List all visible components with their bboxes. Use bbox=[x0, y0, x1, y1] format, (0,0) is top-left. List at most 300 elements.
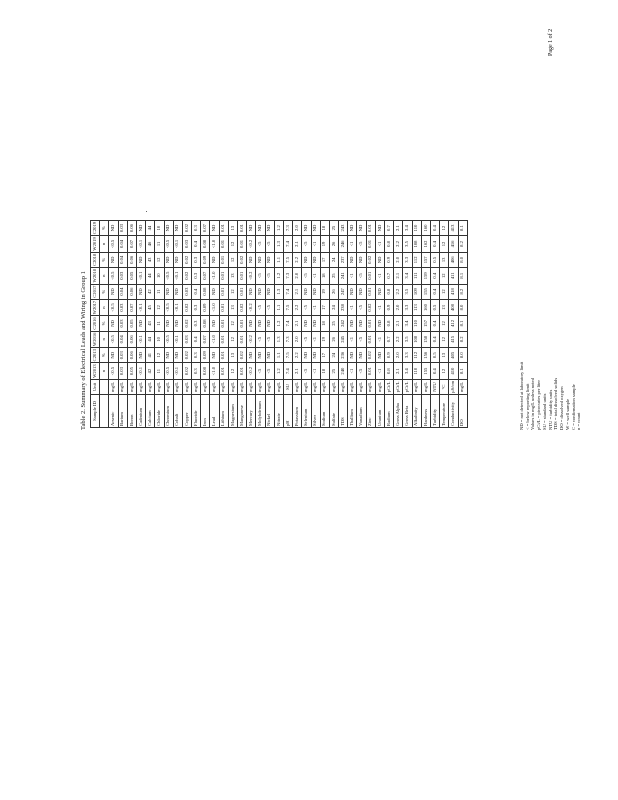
table-cell: 2.1 bbox=[394, 363, 403, 380]
column-subheader: % bbox=[100, 220, 109, 235]
table-cell: <0.2 bbox=[247, 299, 256, 316]
table-cell: 0.06 bbox=[127, 252, 136, 267]
table-cell: 2.0 bbox=[394, 299, 403, 316]
column-header: C2018 bbox=[91, 252, 100, 267]
row-label: Radium bbox=[385, 395, 394, 428]
table-cell: mg/L bbox=[228, 379, 237, 394]
table-cell: 17 bbox=[320, 348, 329, 363]
table-cell: 7.4 bbox=[283, 284, 292, 299]
table-cell: ND bbox=[302, 220, 311, 235]
table-cell: NTU bbox=[430, 379, 439, 394]
table-cell: ND bbox=[210, 348, 219, 363]
row-label: Chloride bbox=[155, 395, 164, 428]
table-cell: <5 bbox=[256, 236, 265, 253]
table-cell: 0.09 bbox=[201, 299, 210, 316]
table-cell: <1 bbox=[348, 331, 357, 348]
table-cell: mg/L bbox=[302, 379, 311, 394]
table-cell: ND bbox=[136, 220, 145, 235]
table-row bbox=[164, 220, 173, 427]
table-cell: 411 bbox=[449, 267, 458, 284]
table-cell: <1.0 bbox=[210, 299, 219, 316]
table-cell: 0.02 bbox=[182, 252, 191, 267]
table-cell: 0.02 bbox=[238, 252, 247, 267]
row-label: Copper bbox=[182, 395, 191, 428]
column-header: Sample ID bbox=[91, 395, 100, 428]
table-cell: <0.5 bbox=[164, 363, 173, 380]
table-cell: µS/cm bbox=[449, 379, 458, 394]
table-row bbox=[375, 220, 384, 427]
table-cell: ND bbox=[173, 284, 182, 299]
column-subheader: n bbox=[100, 363, 109, 380]
table-cell: mg/L bbox=[192, 379, 201, 394]
table-cell: 1.3 bbox=[274, 331, 283, 348]
table-cell: 12 bbox=[228, 252, 237, 267]
table-row bbox=[430, 220, 439, 427]
table-cell: 2.1 bbox=[293, 363, 302, 380]
table-cell: 0.3 bbox=[192, 252, 201, 267]
table-cell: 46 bbox=[146, 236, 155, 253]
table-cell: 1.1 bbox=[274, 348, 283, 363]
table-cell: 2.0 bbox=[293, 220, 302, 235]
table-cell: mg/L bbox=[109, 379, 118, 394]
table-row bbox=[109, 220, 118, 427]
table-row bbox=[293, 220, 302, 427]
table-cell: 17 bbox=[320, 252, 329, 267]
table-row bbox=[357, 220, 366, 427]
table-cell: <0.1 bbox=[173, 267, 182, 284]
table-row bbox=[339, 220, 348, 427]
table-cell: 0.02 bbox=[182, 363, 191, 380]
table-cell: 0.01 bbox=[219, 236, 228, 253]
table-cell: <1 bbox=[375, 267, 384, 284]
table-row bbox=[449, 220, 458, 427]
table-cell: mg/L bbox=[412, 379, 421, 394]
table-cell: ND bbox=[265, 284, 274, 299]
table-cell: 12 bbox=[228, 331, 237, 348]
table-cell: SU bbox=[283, 379, 292, 394]
table-cell: 413 bbox=[449, 220, 458, 235]
table-cell: 43 bbox=[146, 252, 155, 267]
table-cell: 0.7 bbox=[385, 267, 394, 284]
table-cell: 2.1 bbox=[293, 316, 302, 331]
table-cell: 0.01 bbox=[366, 284, 375, 299]
table-cell: 7.3 bbox=[283, 331, 292, 348]
table-cell: 241 bbox=[339, 267, 348, 284]
table-cell: 110 bbox=[412, 316, 421, 331]
table-cell: ND bbox=[256, 252, 265, 267]
table-row bbox=[394, 220, 403, 427]
table-cell: 13 bbox=[228, 220, 237, 235]
table-cell: <1.0 bbox=[210, 331, 219, 348]
table-cell: ND bbox=[247, 220, 256, 235]
table-cell: 1.3 bbox=[274, 284, 283, 299]
table-cell: mg/L bbox=[348, 379, 357, 394]
row-label: Zinc bbox=[366, 395, 375, 428]
table-cell: 0.01 bbox=[238, 220, 247, 235]
table-cell: 0.08 bbox=[201, 236, 210, 253]
table-cell: ND bbox=[302, 348, 311, 363]
table-row bbox=[219, 220, 228, 427]
table-cell: mg/L bbox=[146, 379, 155, 394]
table-cell: 2.0 bbox=[394, 252, 403, 267]
table-cell: <1 bbox=[311, 363, 320, 380]
table-cell: 10 bbox=[155, 267, 164, 284]
table-cell: mg/L bbox=[136, 379, 145, 394]
table-cell: 0.04 bbox=[118, 331, 127, 348]
table-cell: 25 bbox=[329, 363, 338, 380]
table-cell: 0.05 bbox=[127, 267, 136, 284]
table-cell: ND bbox=[247, 348, 256, 363]
table-cell: ND bbox=[256, 220, 265, 235]
column-header: C2016 bbox=[91, 316, 100, 331]
table-cell: ND bbox=[348, 252, 357, 267]
column-subheader bbox=[100, 379, 109, 394]
table-cell: 24 bbox=[329, 252, 338, 267]
table-cell: ND bbox=[210, 252, 219, 267]
note-line: pCi/L = picocuries per liter bbox=[536, 380, 542, 430]
table-cell: 0.03 bbox=[182, 331, 191, 348]
note-line: DO = dissolved oxygen bbox=[559, 386, 565, 430]
table-cell: <0.5 bbox=[109, 299, 118, 316]
table-cell: 0.05 bbox=[127, 363, 136, 380]
table-cell: <0.5 bbox=[164, 331, 173, 348]
table-cell: <5 bbox=[357, 267, 366, 284]
table-cell: <5 bbox=[265, 267, 274, 284]
table-cell: 13 bbox=[228, 299, 237, 316]
table-cell: 0.01 bbox=[238, 284, 247, 299]
table-cell: mg/L bbox=[339, 379, 348, 394]
table-cell: 0.03 bbox=[182, 236, 191, 253]
table-cell: mg/L bbox=[210, 379, 219, 394]
row-label: Iron bbox=[201, 395, 210, 428]
table-cell: 0.4 bbox=[430, 331, 439, 348]
note-line: NTU = turbidity units bbox=[547, 389, 553, 430]
table-cell: 8.0 bbox=[458, 252, 467, 267]
table-cell: <5 bbox=[357, 236, 366, 253]
table-row bbox=[274, 220, 283, 427]
table-cell: <0.1 bbox=[173, 299, 182, 316]
table-cell: ND bbox=[210, 316, 219, 331]
table-cell: 12 bbox=[440, 316, 449, 331]
table-cell: 0.01 bbox=[366, 316, 375, 331]
table-cell: <5 bbox=[302, 236, 311, 253]
row-label: Sodium bbox=[320, 395, 329, 428]
table-cell: <0.5 bbox=[109, 363, 118, 380]
table-cell: 17 bbox=[320, 299, 329, 316]
table-row bbox=[348, 220, 357, 427]
table-row bbox=[385, 220, 394, 427]
table-cell: 0.01 bbox=[219, 220, 228, 235]
table-cell: 12 bbox=[440, 236, 449, 253]
note-line: n = count bbox=[576, 412, 582, 430]
table-cell: ND bbox=[311, 284, 320, 299]
table-cell: 25 bbox=[329, 220, 338, 235]
row-label: Hardness bbox=[421, 395, 430, 428]
table-cell: <5 bbox=[256, 331, 265, 348]
notes-column bbox=[542, 378, 565, 430]
table-cell: ND bbox=[357, 252, 366, 267]
table-cell: ND bbox=[164, 220, 173, 235]
table-cell: 12 bbox=[228, 316, 237, 331]
table-cell: <5 bbox=[265, 363, 274, 380]
table-cell: 0.04 bbox=[118, 284, 127, 299]
table-cell: 41 bbox=[146, 348, 155, 363]
table-subheader-row bbox=[100, 220, 109, 427]
table-cell: <1 bbox=[375, 331, 384, 348]
table-cell: 408 bbox=[449, 299, 458, 316]
table-cell: 8.1 bbox=[458, 316, 467, 331]
table-cell: 13 bbox=[440, 299, 449, 316]
table-cell: 410 bbox=[449, 363, 458, 380]
table-cell: 18 bbox=[320, 316, 329, 331]
table-cell: 242 bbox=[339, 316, 348, 331]
table-cell: ND bbox=[256, 316, 265, 331]
row-label: Thallium bbox=[348, 395, 357, 428]
table-cell: 13 bbox=[228, 267, 237, 284]
table-cell: ND bbox=[210, 220, 219, 235]
table-cell: 8.2 bbox=[458, 284, 467, 299]
table-notes bbox=[519, 331, 582, 430]
table-cell: 44 bbox=[146, 220, 155, 235]
table-cell: ND bbox=[302, 252, 311, 267]
table-cell: 0.01 bbox=[219, 284, 228, 299]
table-cell: 0.01 bbox=[366, 220, 375, 235]
row-label: Turbidity bbox=[430, 395, 439, 428]
note-line: < = below reporting limit bbox=[524, 383, 530, 430]
row-label: Mercury bbox=[247, 395, 256, 428]
table-cell: <5 bbox=[357, 363, 366, 380]
table-cell: <5 bbox=[357, 331, 366, 348]
table-cell: <5 bbox=[256, 363, 265, 380]
table-cell: <0.1 bbox=[136, 267, 145, 284]
table-cell: 0.01 bbox=[219, 363, 228, 380]
table-cell: 0.4 bbox=[430, 316, 439, 331]
table-cell: ND bbox=[256, 284, 265, 299]
row-label: DO bbox=[458, 395, 467, 428]
table-row bbox=[329, 220, 338, 427]
table-cell: 0.03 bbox=[118, 363, 127, 380]
table-cell: 11 bbox=[155, 363, 164, 380]
table-cell: 113 bbox=[412, 299, 421, 316]
table-cell: 0.01 bbox=[366, 363, 375, 380]
table-cell: <5 bbox=[265, 331, 274, 348]
row-label: Chromium bbox=[164, 395, 173, 428]
table-cell: 3.4 bbox=[403, 363, 412, 380]
table-cell: <1.0 bbox=[210, 267, 219, 284]
table-cell: 237 bbox=[339, 252, 348, 267]
table-cell: 112 bbox=[412, 348, 421, 363]
row-label: pH bbox=[283, 395, 292, 428]
table-cell: ND bbox=[109, 284, 118, 299]
table-cell: 26 bbox=[329, 331, 338, 348]
table-cell: 13 bbox=[440, 348, 449, 363]
table-cell: mg/L bbox=[357, 379, 366, 394]
table-cell: 2.0 bbox=[293, 331, 302, 348]
table-cell: 246 bbox=[339, 236, 348, 253]
table-cell: 11 bbox=[155, 236, 164, 253]
note-line: C = confirmation sample bbox=[570, 384, 576, 430]
table-row bbox=[136, 220, 145, 427]
table-cell: 110 bbox=[412, 220, 421, 235]
table-cell: 1.2 bbox=[274, 363, 283, 380]
table-cell: 11 bbox=[155, 284, 164, 299]
page-number: Page 1 of 2 bbox=[548, 28, 554, 56]
table-cell: 1.1 bbox=[274, 299, 283, 316]
table-cell: 0.3 bbox=[192, 267, 201, 284]
row-label: Cobalt bbox=[173, 395, 182, 428]
table-row bbox=[247, 220, 256, 427]
table-cell: 7.5 bbox=[283, 299, 292, 316]
table-cell: 8.1 bbox=[458, 220, 467, 235]
table-cell: 18 bbox=[320, 363, 329, 380]
table-row bbox=[256, 220, 265, 427]
row-label: Uranium bbox=[375, 395, 384, 428]
table-cell: 7.5 bbox=[283, 348, 292, 363]
table-cell: <5 bbox=[265, 236, 274, 253]
table-cell: <1 bbox=[375, 236, 384, 253]
table-cell: 0.9 bbox=[385, 299, 394, 316]
table-cell: mg/L bbox=[164, 379, 173, 394]
table-cell: 2.1 bbox=[293, 236, 302, 253]
table-cell: 0.4 bbox=[192, 236, 201, 253]
table-cell: 111 bbox=[412, 267, 421, 284]
table-cell: ND bbox=[265, 252, 274, 267]
table-cell: <5 bbox=[256, 299, 265, 316]
table-cell: 0.05 bbox=[127, 316, 136, 331]
table-cell: 406 bbox=[449, 252, 458, 267]
table-cell: 8.0 bbox=[458, 299, 467, 316]
column-header: C2013 bbox=[91, 348, 100, 363]
table-cell: mg/L bbox=[265, 379, 274, 394]
scan-speck bbox=[146, 211, 147, 212]
table-cell: 44 bbox=[146, 331, 155, 348]
table-cell: 0.4 bbox=[430, 236, 439, 253]
table-cell: 1.1 bbox=[274, 252, 283, 267]
table-cell: <5 bbox=[302, 331, 311, 348]
table-cell: <0.5 bbox=[164, 236, 173, 253]
table-cell: 24 bbox=[329, 348, 338, 363]
table-cell: 157 bbox=[421, 252, 430, 267]
table-cell: 160 bbox=[421, 220, 430, 235]
table-cell: <1 bbox=[311, 267, 320, 284]
table-cell: 2.2 bbox=[394, 284, 403, 299]
table-cell: 0.01 bbox=[219, 331, 228, 348]
table-cell: 0.08 bbox=[201, 284, 210, 299]
table-row bbox=[210, 220, 219, 427]
table-cell: 2.0 bbox=[394, 348, 403, 363]
table-cell: 19 bbox=[320, 331, 329, 348]
table-cell: <1 bbox=[375, 363, 384, 380]
table-cell: 0.4 bbox=[192, 331, 201, 348]
table-cell: <0.1 bbox=[173, 363, 182, 380]
table-cell: 0.02 bbox=[182, 348, 191, 363]
table-cell: 10 bbox=[155, 331, 164, 348]
table-cell: ND bbox=[164, 252, 173, 267]
column-header: W2019 bbox=[91, 236, 100, 253]
table-row bbox=[155, 220, 164, 427]
table-cell: mg/L bbox=[329, 379, 338, 394]
table-cell: ND bbox=[265, 220, 274, 235]
table-cell: mg/L bbox=[127, 379, 136, 394]
table-cell: <5 bbox=[265, 299, 274, 316]
table-cell: 0.4 bbox=[192, 284, 201, 299]
table-row bbox=[146, 220, 155, 427]
table-cell: ND bbox=[173, 348, 182, 363]
row-label: Sulfate bbox=[329, 395, 338, 428]
table-cell: <0.2 bbox=[247, 236, 256, 253]
table-cell: ND bbox=[311, 252, 320, 267]
table-cell: 0.03 bbox=[118, 220, 127, 235]
row-label: Selenium bbox=[302, 395, 311, 428]
table-cell: ND bbox=[109, 220, 118, 235]
table-cell: 0.03 bbox=[118, 348, 127, 363]
table-cell: 0.3 bbox=[192, 363, 201, 380]
table-cell: 2.0 bbox=[293, 267, 302, 284]
row-label: Fluoride bbox=[192, 395, 201, 428]
table-cell: <0.2 bbox=[247, 331, 256, 348]
table-cell: ND bbox=[375, 220, 384, 235]
table-cell: 157 bbox=[421, 316, 430, 331]
row-label: Molybdenum bbox=[256, 395, 265, 428]
table-cell: mg/L bbox=[320, 379, 329, 394]
table-row bbox=[265, 220, 274, 427]
table-cell: mg/L bbox=[247, 379, 256, 394]
table-row bbox=[228, 220, 237, 427]
table-cell: mg/L bbox=[118, 379, 127, 394]
table-cell: 11 bbox=[155, 316, 164, 331]
table-caption: Table 2. Summary of Electrical Leads and Wiring in Group 1 bbox=[80, 271, 87, 430]
table-cell: 0.06 bbox=[127, 348, 136, 363]
table-cell: <0.5 bbox=[109, 331, 118, 348]
table-cell: 0.8 bbox=[385, 284, 394, 299]
table-cell: ND bbox=[348, 284, 357, 299]
table-cell: 0.02 bbox=[366, 299, 375, 316]
table-cell: 415 bbox=[449, 331, 458, 348]
table-row bbox=[182, 220, 191, 427]
table-cell: 0.02 bbox=[238, 348, 247, 363]
table-cell: <0.5 bbox=[164, 267, 173, 284]
row-label: TDS bbox=[339, 395, 348, 428]
table-cell: ND bbox=[173, 316, 182, 331]
table-cell: <1 bbox=[311, 299, 320, 316]
table-cell: 2.2 bbox=[394, 236, 403, 253]
note-line: ND = not detected at laboratory limit bbox=[519, 361, 524, 430]
table-cell: 12 bbox=[440, 220, 449, 235]
data-table-wrapper bbox=[90, 221, 480, 428]
row-label: Barium bbox=[118, 395, 127, 428]
table-cell: 0.02 bbox=[182, 316, 191, 331]
table-cell: ND bbox=[136, 316, 145, 331]
table-cell: mg/L bbox=[421, 379, 430, 394]
table-row bbox=[127, 220, 136, 427]
table-cell: 0.5 bbox=[430, 252, 439, 267]
table-cell: 0.01 bbox=[219, 252, 228, 267]
table-cell: ND bbox=[136, 284, 145, 299]
table-cell: <1 bbox=[348, 267, 357, 284]
table-cell: pCi/L bbox=[394, 379, 403, 394]
table-row bbox=[201, 220, 210, 427]
table-cell: <0.5 bbox=[109, 236, 118, 253]
column-header: W2013 bbox=[91, 363, 100, 380]
table-cell: 7.5 bbox=[283, 252, 292, 267]
table-cell: 0.4 bbox=[430, 220, 439, 235]
table-cell: <5 bbox=[302, 363, 311, 380]
table-cell: 18 bbox=[320, 220, 329, 235]
table-cell: 0.01 bbox=[238, 363, 247, 380]
table-cell: 0.4 bbox=[430, 363, 439, 380]
table-cell: ND bbox=[357, 220, 366, 235]
table-cell: <0.2 bbox=[247, 363, 256, 380]
